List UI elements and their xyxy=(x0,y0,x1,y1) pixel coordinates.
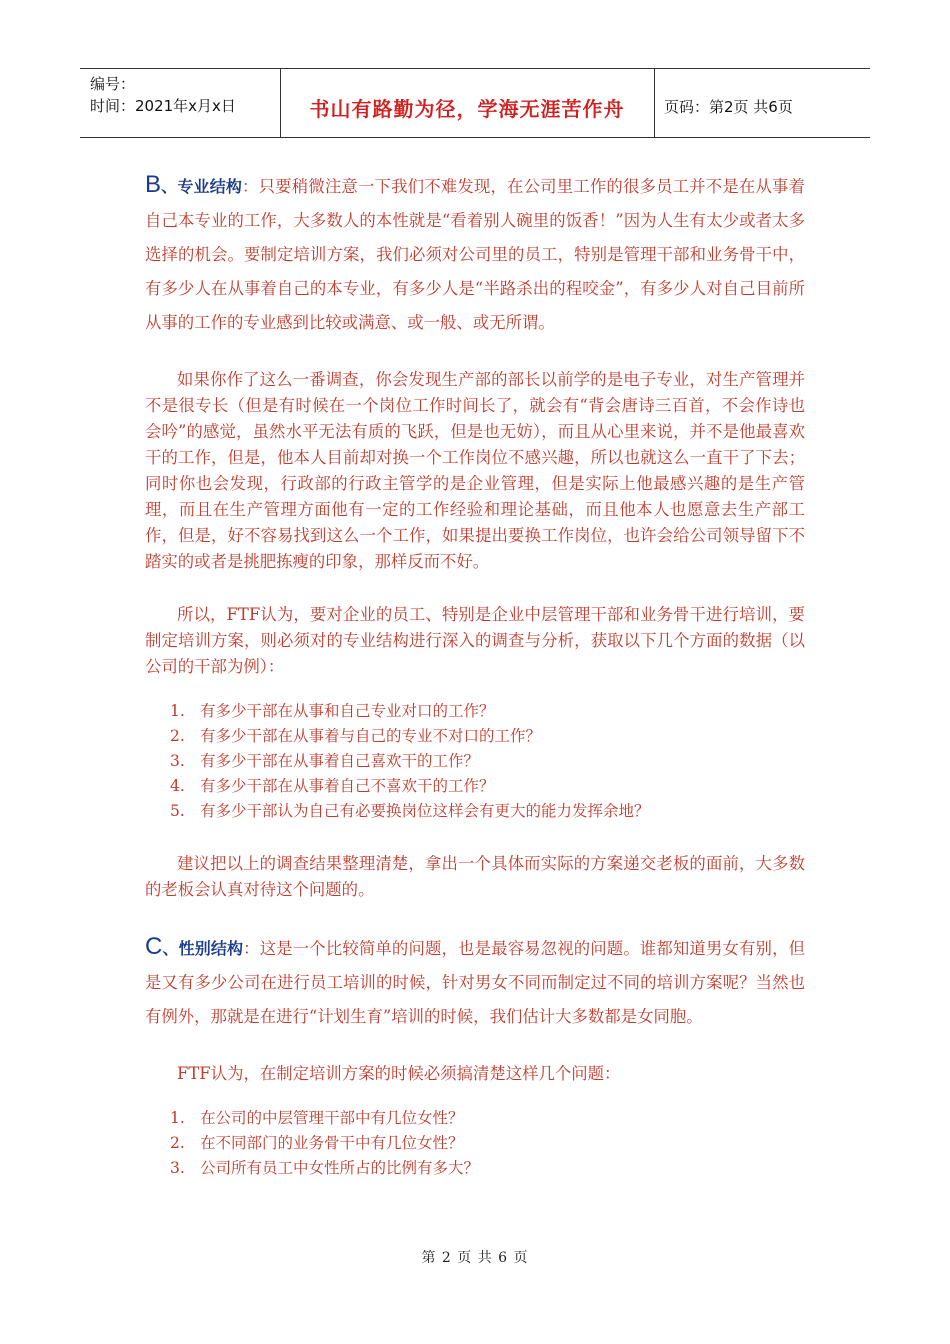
section-b-paragraph-3: 所以，FTF认为，要对企业的员工、特别是企业中层管理干部和业务骨干进行培训，要制定培训方案，则必须对的专业结构进行深入的调查与分析，获取以下几个方面的数据（以公司的干部为例）： xyxy=(145,605,805,676)
section-c-question-list xyxy=(145,1106,805,1181)
list-item: 1. 在公司的中层管理干部中有几位女性？ xyxy=(170,1109,464,1127)
section-b-letter: B xyxy=(145,171,162,198)
section-b-question-list xyxy=(145,699,805,824)
section-b-intro xyxy=(145,168,805,340)
header-divider xyxy=(654,69,655,137)
list-item: 5. 有多少干部认为自己有必要换岗位这样会有更大的能力发挥余地？ xyxy=(170,802,650,820)
time-label: 时间：2021年x月x日 xyxy=(90,97,236,115)
document-header xyxy=(80,68,870,138)
section-c-heading: 、性别结构 xyxy=(162,939,244,958)
list-item: 2. 有多少干部在从事着与自己的专业不对口的工作？ xyxy=(170,727,542,745)
header-meta xyxy=(90,73,236,117)
number-label: 编号： xyxy=(90,75,136,93)
section-b-paragraph-1: 只要稍微注意一下我们不难发现，在公司里工作的很多员工并不是在从事着自己本专业的工作，大多数人的本性就是“看着别人碗里的饭香！”因为人生有太少或者太多选择的机会。要制定培训方案，我们必须对公司里的员工，特别是管理干部和业务骨干中，有多少人在从事着自己的本专业，有多少人是“半路杀出的程咬金”，有多少人对自己目前所从事的工作的专业感到比较或满意、或一般、或无所谓。 xyxy=(145,177,805,332)
section-c-paragraph-1: 这是一个比较简单的问题，也是最容易忽视的问题。谁都知道男女有别，但是又有多少公司在进行员工培训的时候，针对男女不同而制定过不同的培训方案呢？当然也有例外，那就是在进行“计划生育”培训的时候，我们估计大多数都是女同胞。 xyxy=(145,939,805,1026)
section-b-heading: 、专业结构 xyxy=(161,177,243,196)
list-item: 1. 有多少干部在从事和自己专业对口的工作？ xyxy=(170,702,495,720)
section-b-paragraph-4: 建议把以上的调查结果整理清楚，拿出一个具体而实际的方案递交老板的面前，大多数的老板会认真对待这个问题的。 xyxy=(145,854,805,899)
page-footer: 第 2 页 共 6 页 xyxy=(421,1250,529,1266)
list-item: 2. 在不同部门的业务骨干中有几位女性？ xyxy=(170,1134,464,1152)
list-item: 3. 公司所有员工中女性所占的比例有多大？ xyxy=(170,1159,480,1177)
document-body xyxy=(145,168,805,1181)
section-c-intro xyxy=(145,930,805,1034)
section-c-letter: C xyxy=(145,933,163,960)
list-item: 3. 有多少干部在从事着自己喜欢干的工作？ xyxy=(170,752,480,770)
header-page-info: 页码：第2页 共6页 xyxy=(664,98,793,116)
list-item: 4. 有多少干部在从事着自己不喜欢干的工作？ xyxy=(170,777,495,795)
header-motto: 书山有路勤为径，学海无涯苦作舟 xyxy=(309,97,625,121)
section-c-paragraph-2: FTF认为，在制定培训方案的时候必须搞清楚这样几个问题： xyxy=(177,1064,621,1083)
section-c-colon: ： xyxy=(243,939,260,958)
section-b-colon: ： xyxy=(242,177,259,196)
section-b-paragraph-2: 如果你作了这么一番调查，你会发现生产部的部长以前学的是电子专业，对生产管理并不是很专长（但是有时候在一个岗位工作时间长了，就会有“背会唐诗三百首，不会作诗也会吟”的感觉，虽然水平无法有质的飞跃，但是也无妨），而且从心里来说，并不是他最喜欢干的工作，但是，他本人目前却对换一个工作岗位不感兴趣，所以也就这么一直干了下去；同时你也会发现，行政部的行政主管学的是企业管理，但是实际上他最感兴趣的是生产管理，而且在生产管理方面他有一定的工作经验和理论基础，而且他本人也愿意去生产部工作，但是，好不容易找到这么一个工作，如果提出要换工作岗位，也许会给公司领导留下不踏实的或者是挑肥拣瘦的印象，那样反而不好。 xyxy=(145,370,805,571)
